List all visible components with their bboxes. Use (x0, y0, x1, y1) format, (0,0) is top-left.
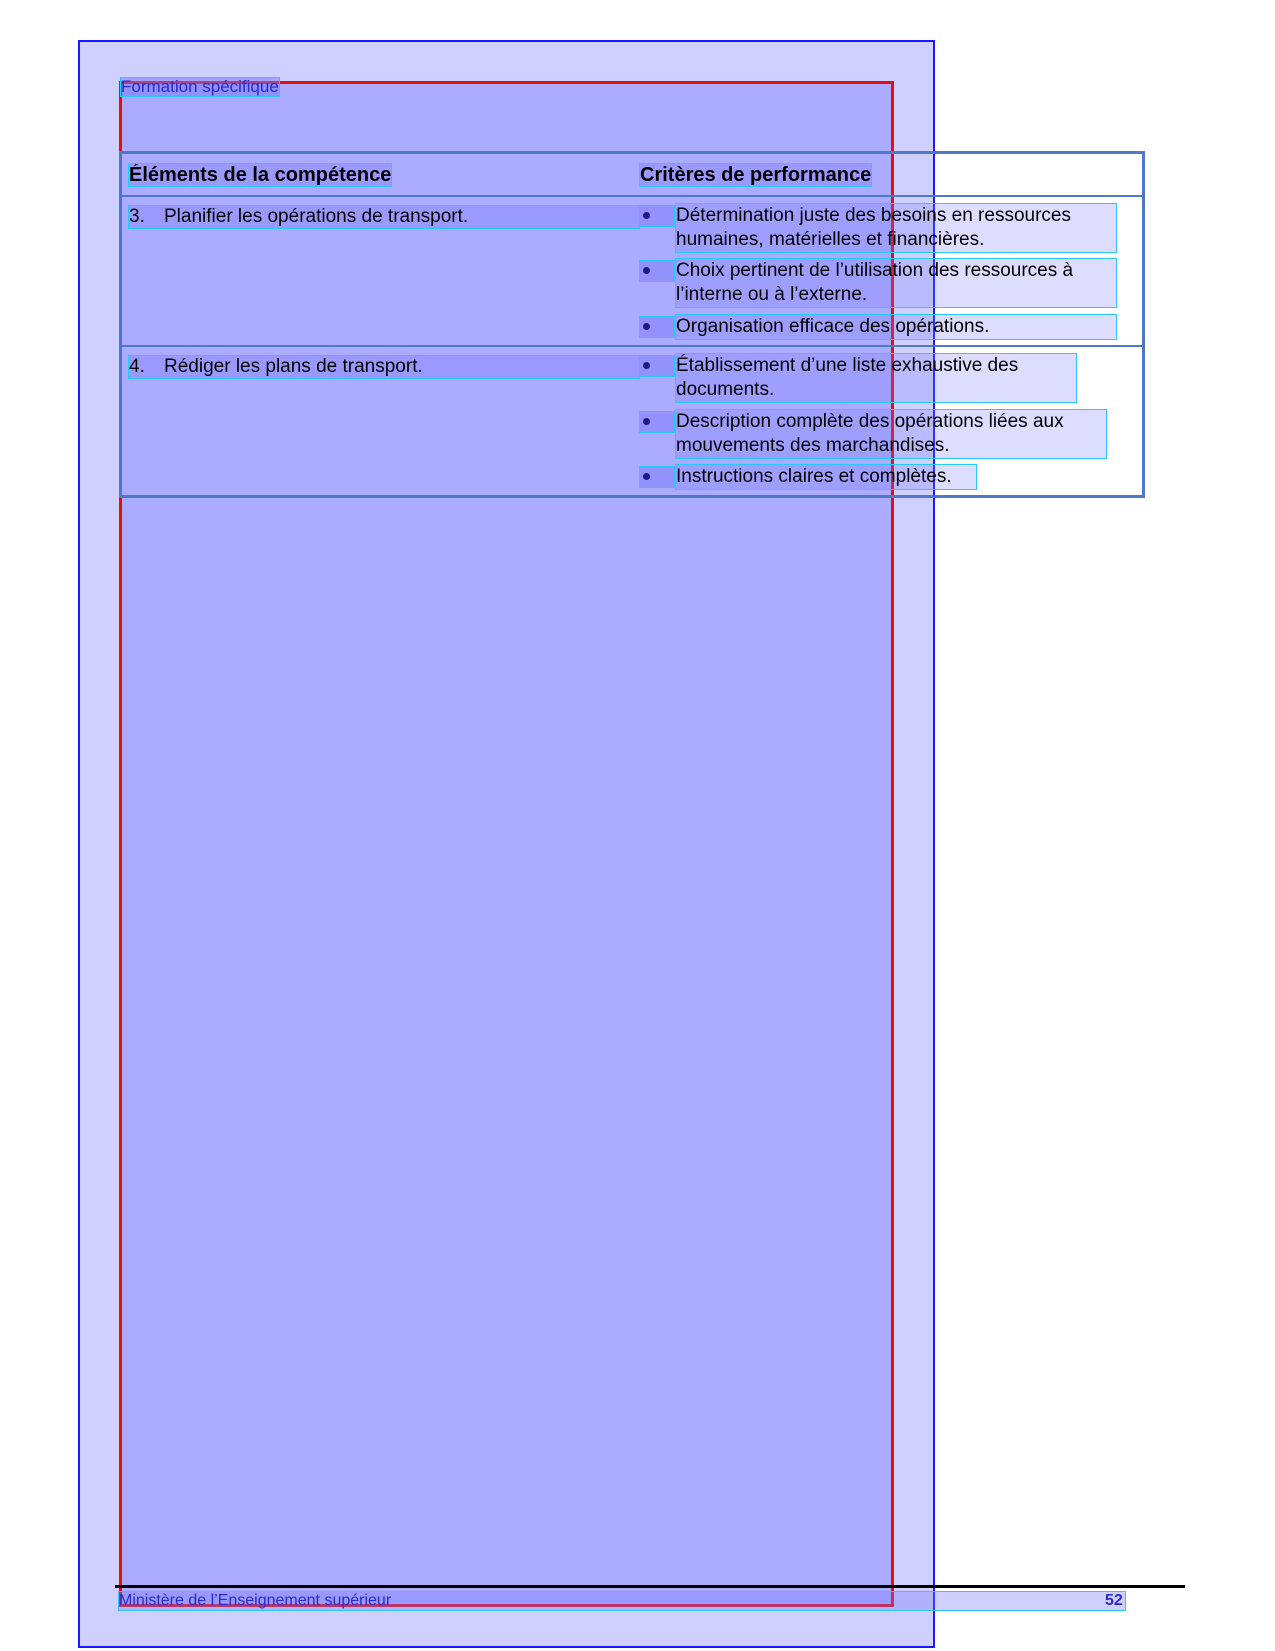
page-number: 52 (1105, 1592, 1123, 1609)
bullet-icon (640, 317, 674, 337)
criterion-text: Description complète des opérations liées aux mouvements des marchandises. (676, 410, 1106, 458)
element-number: 3. (129, 206, 145, 227)
bullet-icon (640, 412, 674, 432)
criterion-text: Détermination juste des besoins en ressources humaines, matérielles et financières. (676, 204, 1116, 252)
bullet-icon (640, 206, 674, 226)
bullet-icon (640, 261, 674, 281)
table-header-divider (119, 195, 1145, 197)
element-number: 4. (129, 356, 145, 377)
column-header-elements: Éléments de la compétence (129, 164, 392, 186)
column-header-criteria: Critères de performance (640, 164, 872, 186)
footer-ministry: Ministère de l’Enseignement supérieur (119, 1592, 392, 1609)
criterion-text: Organisation efficace des opérations. (676, 315, 1116, 339)
footer-rule (115, 1585, 1185, 1588)
table-row-element (129, 206, 639, 228)
section-title: Formation spécifique (121, 77, 279, 96)
element-text: Rédiger les plans de transport. (164, 356, 423, 377)
criterion-text: Instructions claires et complètes. (676, 465, 976, 489)
bullet-icon (640, 467, 674, 487)
table-row-element (129, 356, 639, 378)
table-row-divider (119, 345, 1145, 347)
criterion-text: Établissement d’une liste exhaustive des documents. (676, 354, 1076, 402)
element-text: Planifier les opérations de transport. (164, 206, 469, 227)
bullet-icon (640, 356, 674, 376)
criterion-text: Choix pertinent de l’utilisation des ressources à l’interne ou à l’externe. (676, 259, 1116, 307)
